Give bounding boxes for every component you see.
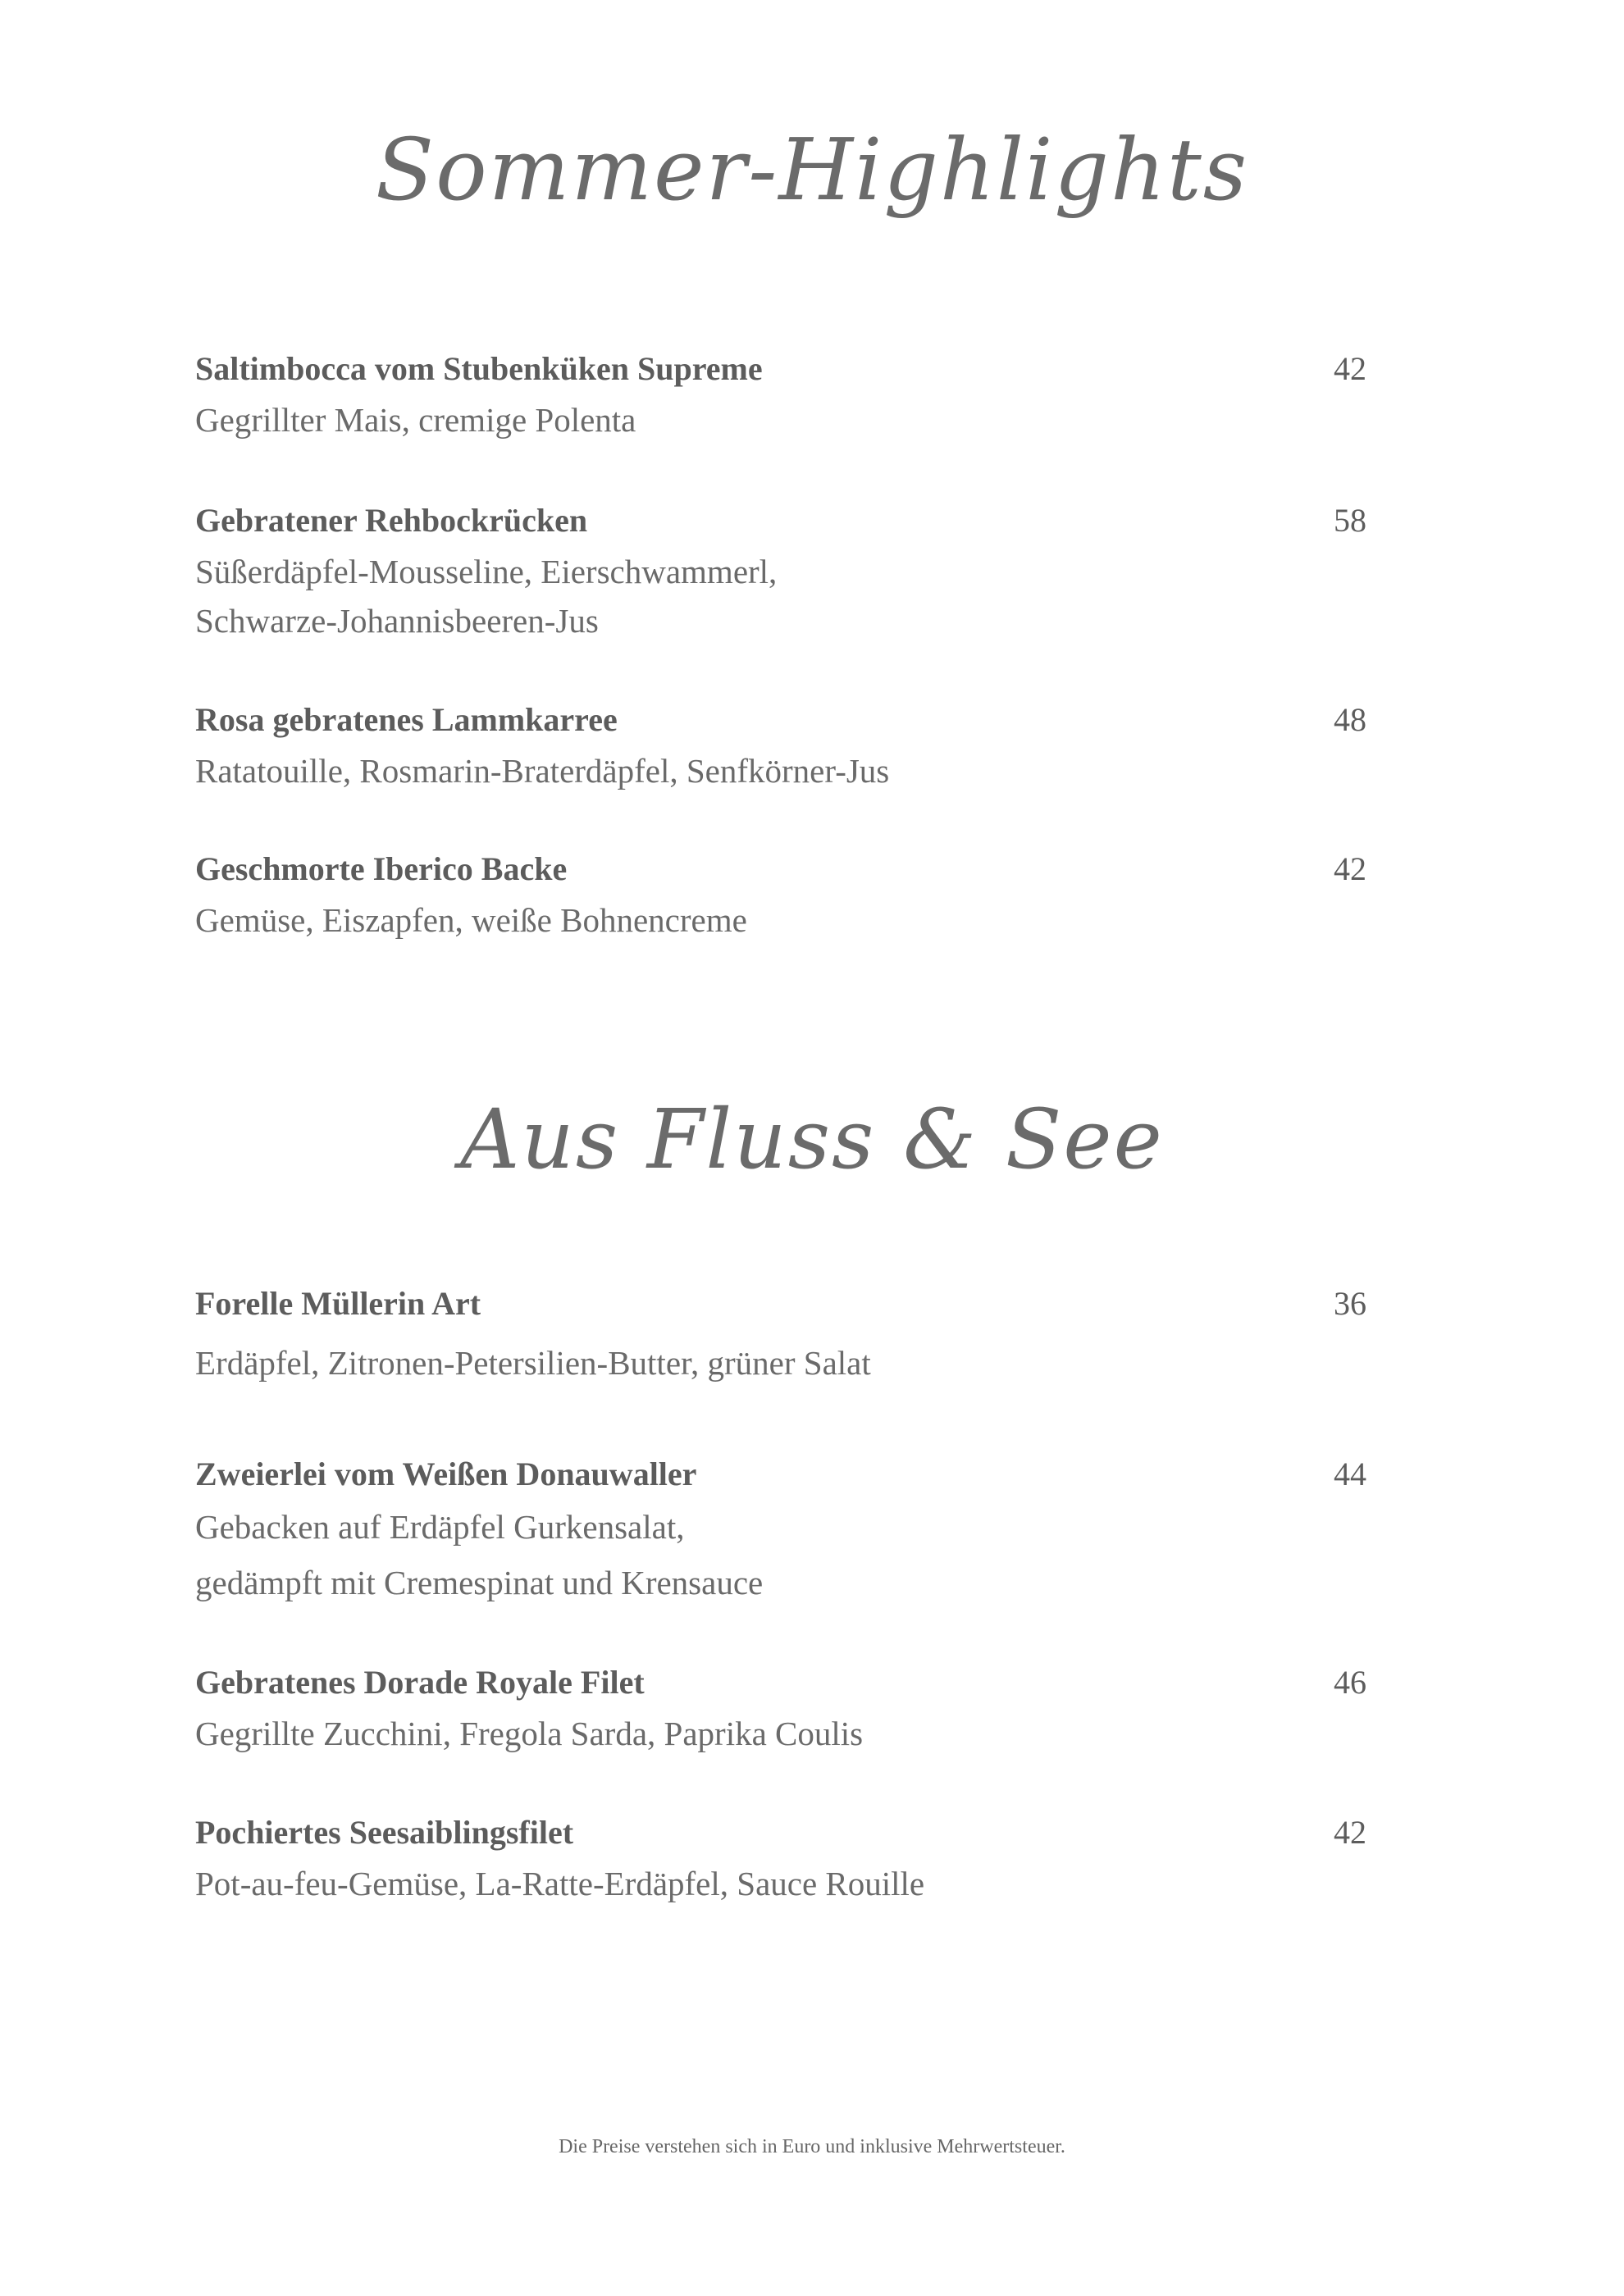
- dish-description: Erdäpfel, Zitronen-Petersilien-Butter, grüner Salat: [195, 1344, 871, 1382]
- dish-price: 44: [1334, 1456, 1366, 1492]
- dish-name: Gebratener Rehbockrücken: [195, 502, 588, 539]
- dish-price: 46: [1334, 1664, 1366, 1701]
- dish-name: Zweierlei vom Weißen Donauwaller: [195, 1456, 697, 1492]
- menu-item: [195, 1278, 1366, 1387]
- dish-price: 36: [1334, 1285, 1366, 1322]
- menu-item: [195, 1448, 1366, 1614]
- dish-description: Gegrillter Mais, cremige Polenta: [195, 401, 636, 439]
- dish-price: 48: [1334, 701, 1366, 738]
- menu-item: [195, 343, 1366, 444]
- dish-description: Gebacken auf Erdäpfel Gurkensalat,: [195, 1508, 685, 1546]
- dish-price: 58: [1334, 502, 1366, 539]
- dish-description: Ratatouille, Rosmarin-Braterdäpfel, Senfkörner-Jus: [195, 752, 890, 790]
- menu-item: [195, 1806, 1366, 1908]
- menu-item: [195, 1656, 1366, 1758]
- dish-price: 42: [1334, 850, 1366, 887]
- menu-item: [195, 843, 1366, 945]
- dish-description: gedämpft mit Cremespinat und Krensauce: [195, 1564, 764, 1601]
- section-title-aus-fluss-see: Aus Fluss & See: [460, 1091, 1164, 1187]
- dish-description: Süßerdäpfel-Mousseline, Eierschwammerl,: [195, 553, 778, 590]
- dish-price: 42: [1334, 1814, 1366, 1851]
- dish-price: 42: [1334, 350, 1366, 387]
- dish-description: Pot-au-feu-Gemüse, La-Ratte-Erdäpfel, Sauce Rouille: [195, 1865, 925, 1902]
- dish-name: Geschmorte Iberico Backe: [195, 850, 568, 887]
- menu-item: [195, 494, 1366, 645]
- dish-name: Forelle Müllerin Art: [195, 1285, 481, 1322]
- section-title-sommer-highlights: Sommer-Highlights: [375, 120, 1249, 220]
- dish-description: Gegrillte Zucchini, Fregola Sarda, Paprika Coulis: [195, 1715, 864, 1752]
- dish-description: Schwarze-Johannisbeeren-Jus: [195, 602, 599, 640]
- dish-name: Pochiertes Seesaiblingsfilet: [195, 1814, 574, 1851]
- dish-name: Saltimbocca vom Stubenküken Supreme: [195, 350, 763, 387]
- dish-name: Gebratenes Dorade Royale Filet: [195, 1664, 645, 1701]
- footer-note: Die Preise verstehen sich in Euro und inklusive Mehrwertsteuer.: [559, 2136, 1065, 2157]
- menu-item: [195, 694, 1366, 795]
- dish-description: Gemüse, Eiszapfen, weiße Bohnencreme: [195, 901, 747, 939]
- dish-name: Rosa gebratenes Lammkarree: [195, 701, 618, 738]
